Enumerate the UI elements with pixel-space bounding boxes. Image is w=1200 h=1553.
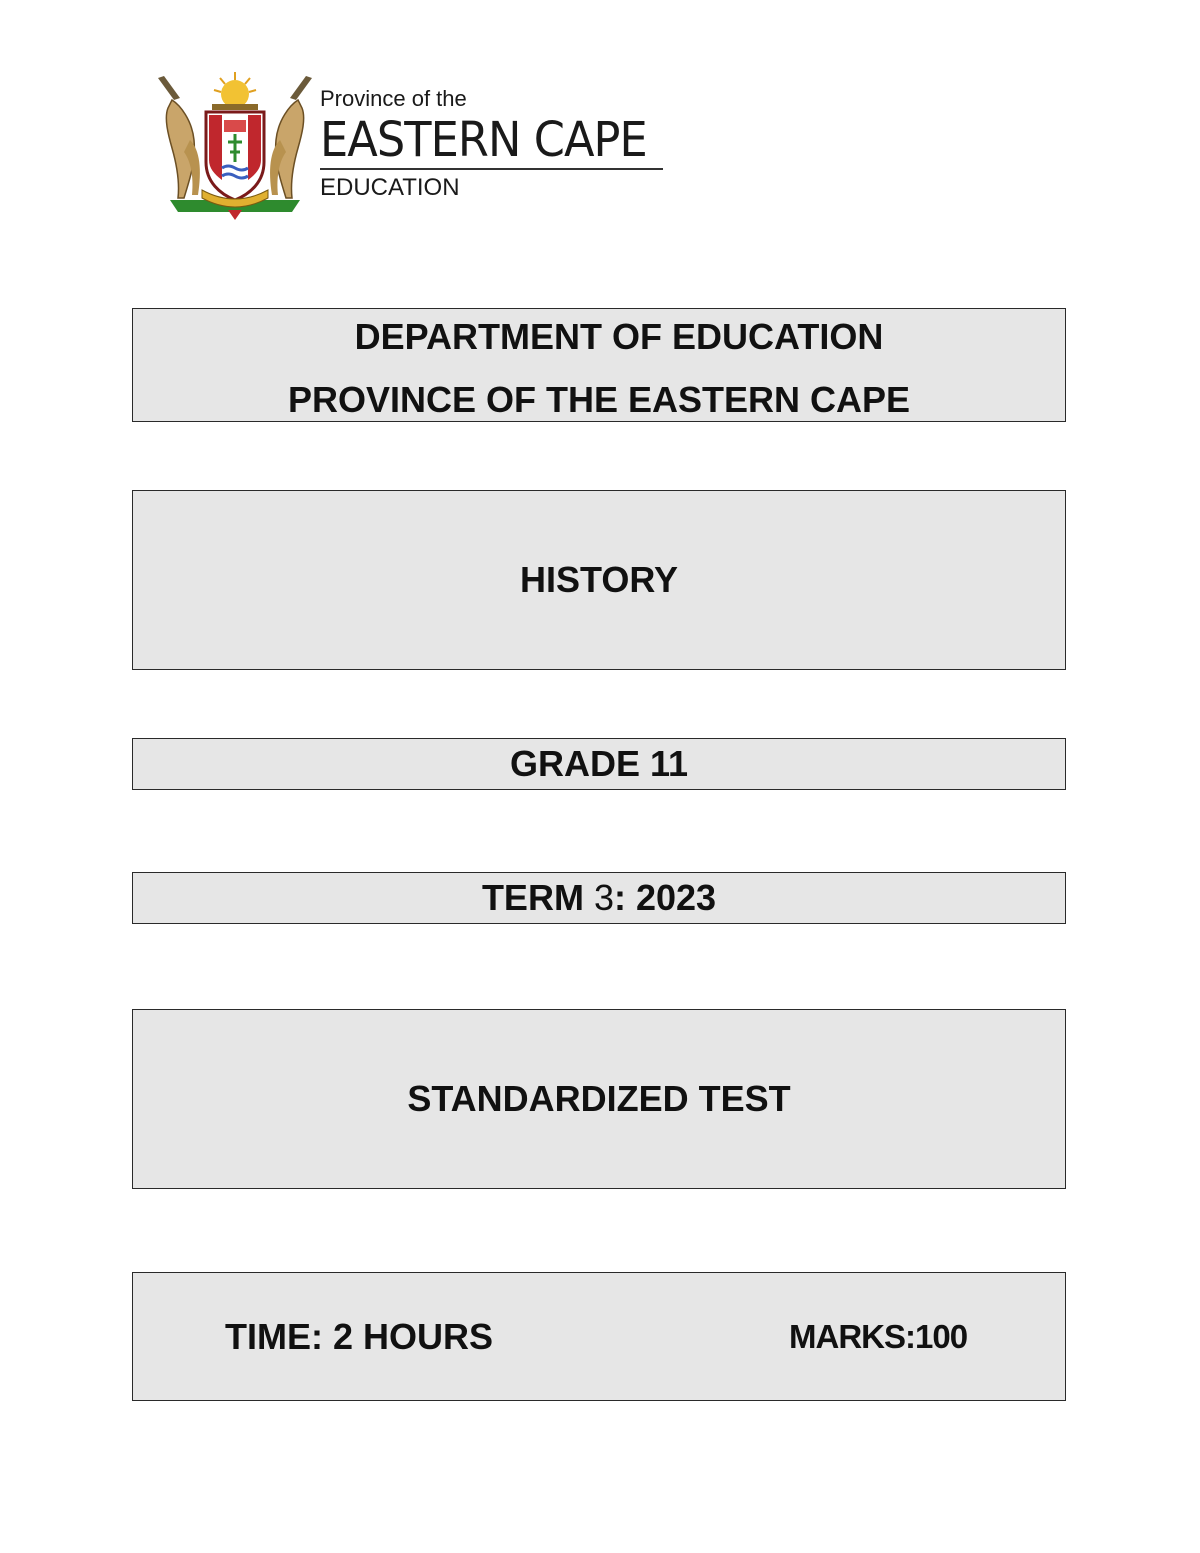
- test-type-box: [132, 1009, 1066, 1189]
- term-prefix: TERM: [481, 877, 594, 918]
- department-title: DEPARTMENT OF EDUCATION: [354, 316, 884, 357]
- total-marks: MARKS:100: [789, 1317, 968, 1355]
- province-title: PROVINCE OF THE EASTERN CAPE: [287, 379, 911, 420]
- coat-of-arms-icon: [150, 70, 320, 225]
- grade-box: [132, 738, 1066, 790]
- logo-province-text: Province of the: [320, 86, 467, 111]
- term-title: [482, 877, 716, 919]
- time-marks-box: [132, 1272, 1066, 1401]
- time-allowed: TIME: 2 HOURS: [225, 1315, 494, 1357]
- term-year: : 2023: [613, 877, 717, 918]
- logo-divider: [320, 168, 663, 170]
- grade-title: GRADE 11: [509, 743, 689, 784]
- logo-education-text: EDUCATION: [320, 174, 460, 201]
- test-type-title: STANDARDIZED TEST: [407, 1078, 791, 1119]
- subject-box: [132, 490, 1066, 670]
- subject-title: HISTORY: [519, 559, 679, 600]
- department-header-box: [132, 308, 1066, 422]
- term-number: 3: [593, 877, 614, 918]
- logo-main-text: EASTERN CAPE: [320, 112, 647, 168]
- eastern-cape-education-logo: [150, 70, 670, 225]
- term-box: [132, 872, 1066, 924]
